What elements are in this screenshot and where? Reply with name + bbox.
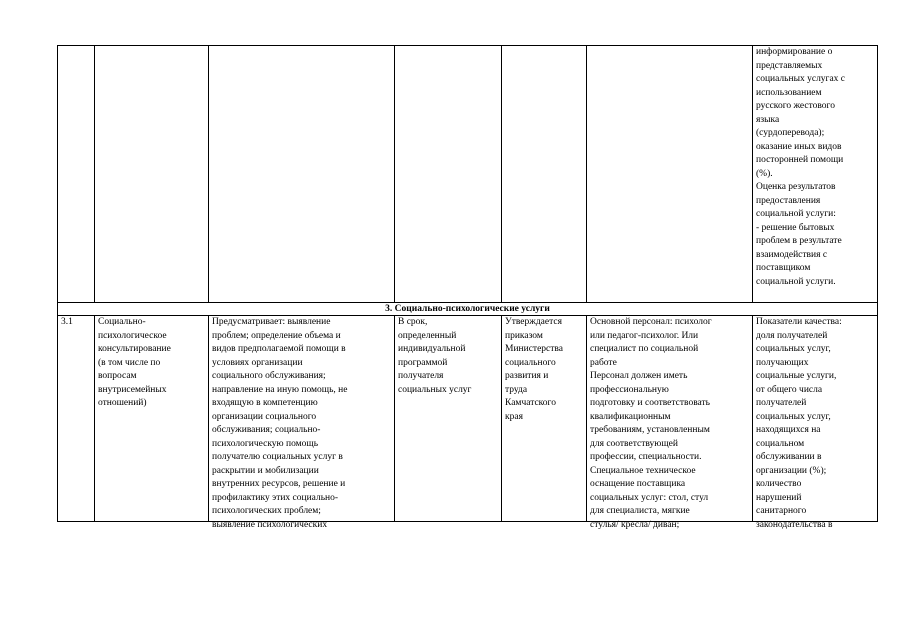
text-line: условиях организации — [212, 357, 303, 368]
text-line: раскрытии и мобилизации — [212, 465, 319, 476]
text-line: психологическую помощь — [212, 438, 319, 449]
text-line: получателей — [756, 398, 807, 408]
text-line: (%). — [756, 168, 773, 179]
text-line: направление на иную помощь, не — [212, 384, 348, 395]
text-line: Специальное техническое — [590, 465, 696, 476]
text-line: социального — [505, 357, 556, 368]
text-line: Утверждается — [505, 317, 562, 327]
table-row — [58, 316, 878, 522]
text-line: В срок, — [398, 317, 428, 327]
text-line: русского жестового — [756, 101, 835, 111]
text-line: - решение бытовых — [756, 222, 835, 233]
cell-service-term — [395, 316, 502, 522]
text-line: квалификационным — [590, 411, 671, 422]
text-line: Предусматривает: выявление — [212, 317, 331, 327]
text-line: посторонней помощи — [756, 155, 844, 165]
text-line: организации социального — [212, 411, 317, 422]
text-line: для соответствующей — [590, 438, 678, 449]
text-line: проблем; определение объема и — [212, 330, 341, 341]
text-line: выявление психологических — [212, 519, 328, 530]
text-line: от общего числа — [756, 384, 823, 395]
cell-service-name — [95, 316, 209, 522]
text-line: взаимодействия с — [756, 249, 828, 260]
text-line: доля получателей — [756, 330, 828, 341]
text-line: социальных услуг, — [756, 411, 831, 422]
cell-empty — [587, 46, 753, 303]
text-line: психологических проблем; — [212, 506, 321, 516]
text-line: получающих — [756, 357, 809, 368]
text-line: внутренних ресурсов, решение и — [212, 479, 346, 489]
social-services-table — [57, 45, 878, 530]
text-line: входящую в компетенцию — [212, 398, 318, 408]
text-line: Министерства — [505, 344, 563, 354]
text-line: труда — [505, 384, 528, 395]
text-line: проблем в результате — [756, 236, 842, 246]
table-row-continued — [58, 46, 878, 303]
text-line: (сурдоперевода); — [756, 128, 825, 138]
text-line: использованием — [756, 87, 822, 98]
text-line: социальные услуги, — [756, 371, 837, 381]
text-line: индивидуальной — [398, 344, 466, 354]
text-line: или педагог-психолог. Или — [590, 330, 699, 341]
section-title: 3. Социально-психологические услуги — [58, 303, 878, 316]
text-line: Показатели качества: — [756, 317, 842, 327]
text-line: предоставления — [756, 195, 821, 206]
text-line: Основной персонал: психолог — [590, 317, 712, 327]
text-line: социальных услуг, — [756, 344, 831, 354]
text-line: социальной услуги. — [756, 276, 836, 287]
text-line: внутрисемейных — [98, 384, 167, 395]
cell-empty — [58, 46, 95, 303]
text-line: определенный — [398, 330, 457, 341]
cell-empty — [95, 46, 209, 303]
text-line: количество — [756, 479, 802, 489]
text-line: социальном — [756, 438, 805, 449]
text-line: Социально- — [98, 317, 146, 327]
text-line: обслуживании в — [756, 452, 822, 462]
text-line: требованиям, установленным — [590, 425, 710, 435]
cell-empty — [395, 46, 502, 303]
text-line: социальных услуг: стол, стул — [590, 492, 709, 503]
text-line: профилактику этих социально- — [212, 492, 339, 503]
text-line: Оценка результатов — [756, 182, 836, 192]
text-line: получателя — [398, 371, 444, 381]
cell-empty — [502, 46, 587, 303]
text-line: информирование о — [756, 47, 833, 57]
text-line: социальных услуг — [398, 384, 472, 395]
text-line: социальной услуги: — [756, 209, 836, 219]
text-line: языка — [756, 114, 780, 125]
cell-quality-indicators-continued — [753, 46, 878, 303]
text-line: законодательства в — [756, 519, 833, 530]
text-line: приказом — [505, 330, 543, 341]
text-line: социальных услугах с — [756, 74, 846, 84]
text-line: нарушений — [756, 492, 802, 503]
text-line: получателю социальных услуг в — [212, 452, 343, 462]
cell-service-description — [209, 316, 395, 530]
text-line: поставщиком — [756, 263, 811, 273]
text-line: Персонал должен иметь — [590, 371, 688, 381]
text-line: работе — [590, 357, 617, 368]
text-line: санитарного — [756, 506, 807, 516]
text-line: психологическое — [98, 330, 167, 341]
text-line: отношений) — [98, 398, 147, 408]
text-line: находящихся на — [756, 425, 821, 435]
text-line: стулья/ кресла/ диван; — [590, 519, 680, 530]
cell-number: 3.1 — [58, 316, 95, 522]
text-line: Камчатского — [505, 398, 556, 408]
text-line: оказание иных видов — [756, 141, 842, 152]
text-line: представляемых — [756, 60, 823, 71]
text-line: вопросам — [98, 371, 137, 381]
cell-service-tariff — [502, 316, 587, 522]
text-line: развития и — [505, 371, 549, 381]
text-line: обслуживания; социально- — [212, 425, 321, 435]
text-line: специалист по социальной — [590, 344, 699, 354]
cell-empty — [209, 46, 395, 303]
text-line: подготовку и соответствовать — [590, 398, 711, 408]
text-line: социального обслуживания; — [212, 371, 326, 381]
text-line: профессиональную — [590, 384, 669, 395]
cell-service-conditions — [587, 316, 753, 530]
text-line: организации (%); — [756, 465, 827, 476]
table-row-section — [58, 303, 878, 316]
text-line: оснащение поставщика — [590, 479, 686, 489]
text-line: (в том числе по — [98, 357, 161, 368]
text-line: программой — [398, 357, 448, 368]
text-line: для специалиста, мягкие — [590, 506, 690, 516]
text-line: консультирование — [98, 344, 171, 354]
text-line: профессии, специальности. — [590, 452, 702, 462]
text-line: края — [505, 411, 523, 422]
cell-quality-indicators — [753, 316, 878, 530]
text-line: видов предполагаемой помощи в — [212, 344, 346, 354]
